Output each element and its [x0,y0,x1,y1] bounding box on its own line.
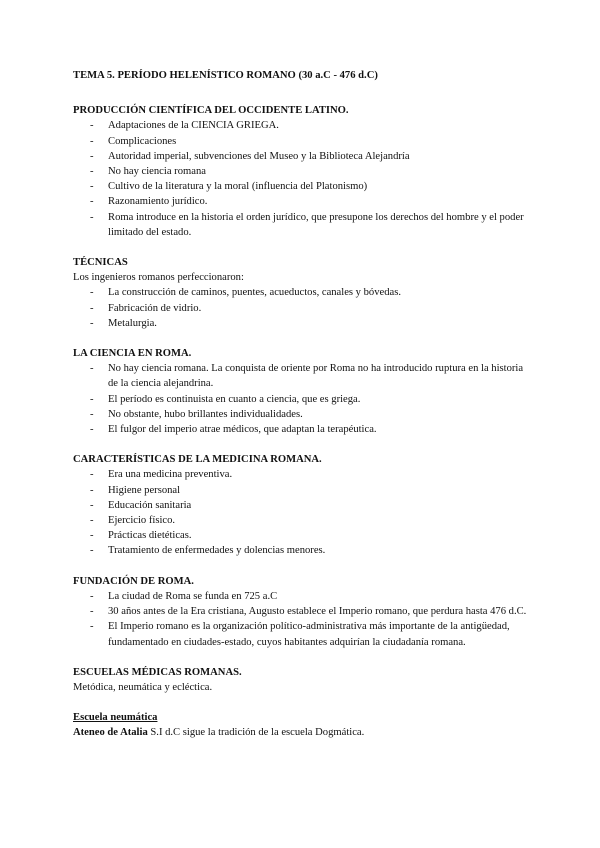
bullet-dash: - [90,469,94,481]
bullet-dash: - [90,499,94,511]
bullet-dash: - [90,530,94,542]
spacer [73,437,533,452]
document-title: TEMA 5. PERÍODO HELENÍSTICO ROMANO (30 a.C - 476 d.C) [73,70,378,81]
tecnicas-list [73,285,533,331]
neumatica-text: S.I d.C sigue la tradición de la escuela Dogmática. [147,727,365,739]
list-item: - La ciudad de Roma se funda en 725 a.C [73,589,533,604]
list-item: - Tratamiento de enfermedades y dolencias menores. [73,543,533,558]
list-item: - Autoridad imperial, subvenciones del Museo y la Biblioteca Alejandría [73,149,533,164]
list-item: - No hay ciencia romana. La conquista de oriente por Roma no ha introducido ruptura en la historia de la ciencia alejandrina. [90,363,524,390]
fundacion-list [73,589,533,650]
list-item: - Educación sanitaria [73,498,533,513]
list-item: - El fulgor del imperio atrae médicos, que adaptan la terapéutica. [73,422,533,437]
list-item: - Prácticas dietéticas. [73,528,533,543]
section-heading-produccion: PRODUCCIÓN CIENTÍFICA DEL OCCIDENTE LATINO. [73,105,349,117]
list-item: - El Imperio romano es la organización político-administrativa más importante de la antigüedad, fundamentado en ciudades-estado, cuyos habitantes adquirían la ciudadanía romana. [90,621,510,648]
list-item: - La construcción de caminos, puentes, acueductos, canales y bóvedas. [73,285,533,300]
bullet-dash: - [90,120,94,132]
bullet-dash: - [90,135,94,147]
tecnicas-intro: Los ingenieros romanos perfeccionaron: [73,272,244,284]
bullet-dash: - [90,606,94,618]
bullet-dash: - [90,515,94,527]
section-heading-escuelas: ESCUELAS MÉDICAS ROMANAS. [73,666,242,678]
list-item: - Roma introduce en la historia el orden jurídico, que presupone los derechos del hombre y el poder limitado del estado. [90,211,524,238]
escuelas-text: Metódica, neumática y ecléctica. [73,681,213,693]
list-item: - No hay ciencia romana [73,164,533,179]
list-item: - Higiene personal [73,483,533,498]
list-item: - Fabricación de vidrio. [73,301,533,316]
bullet-dash: - [90,424,94,436]
list-item: - Ejercicio físico. [73,513,533,528]
section-heading-fundacion: FUNDACIÓN DE ROMA. [73,575,194,587]
spacer [73,695,533,710]
bullet-dash: - [90,211,94,223]
list-item: - Cultivo de la literatura y la moral (influencia del Platonismo) [73,179,533,194]
bullet-dash: - [90,196,94,208]
bullet-dash: - [90,621,94,633]
bullet-dash: - [90,545,94,557]
bullet-dash: - [90,484,94,496]
spacer [73,331,533,346]
section-heading-neumatica: Escuela neumática [73,712,158,724]
spacer [73,240,533,255]
section-heading-caracteristicas: CARACTERÍSTICAS DE LA MEDICINA ROMANA. [73,454,322,466]
bullet-dash: - [90,363,94,375]
spacer [73,559,533,574]
neumatica-lead: Ateneo de Atalia [73,727,148,739]
bullet-dash: - [90,317,94,329]
list-item: - Adaptaciones de la CIENCIA GRIEGA. [73,118,533,133]
bullet-dash: - [90,166,94,178]
section-heading-ciencia-roma: LA CIENCIA EN ROMA. [73,348,192,360]
list-item: - Era una medicina preventiva. [73,467,533,482]
produccion-list [73,118,533,240]
ciencia-roma-list [73,361,533,437]
caracteristicas-list [73,467,533,558]
bullet-dash: - [90,302,94,314]
list-item: - 30 años antes de la Era cristiana, Augusto establece el Imperio romano, que perdura hasta 476 d.C. [73,604,533,619]
section-heading-tecnicas: TÉCNICAS [73,257,128,269]
bullet-dash: - [90,590,94,602]
spacer [73,650,533,665]
list-item: - Metalurgia. [73,316,533,331]
bullet-dash: - [90,408,94,420]
list-item: - Complicaciones [73,134,533,149]
document-page [73,68,533,741]
list-item: - No obstante, hubo brillantes individualidades. [73,407,533,422]
neumatica-paragraph [73,725,533,740]
list-item: - Razonamiento jurídico. [73,194,533,209]
bullet-dash: - [90,393,94,405]
bullet-dash: - [90,181,94,193]
list-item: - El período es continuista en cuanto a ciencia, que es griega. [73,392,533,407]
bullet-dash: - [90,150,94,162]
bullet-dash: - [90,287,94,299]
